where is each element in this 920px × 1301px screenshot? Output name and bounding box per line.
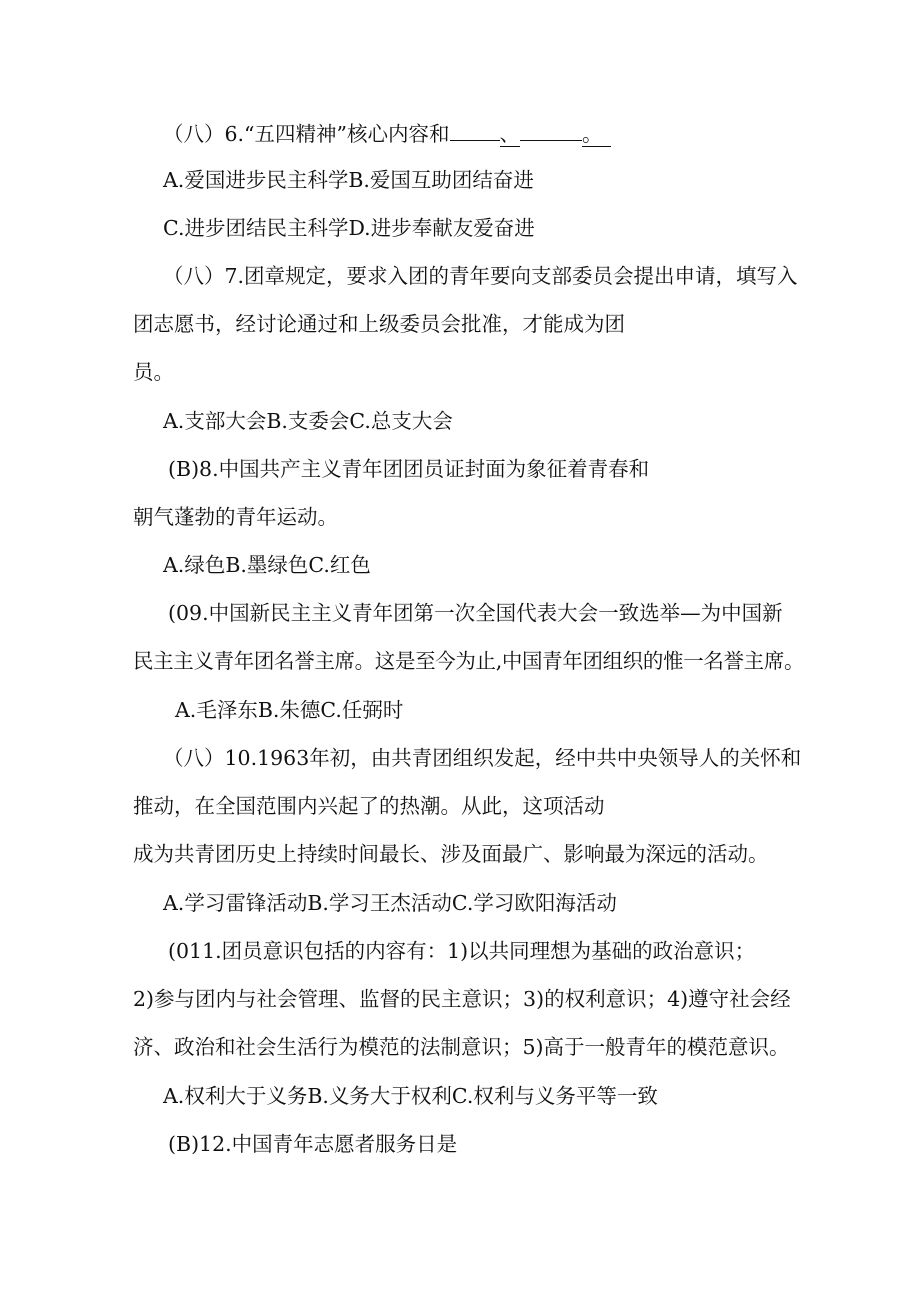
- question-9-line-1: (09.中国新民主主义青年团第一次全国代表大会一致选举—为中国新: [168, 601, 783, 625]
- question-6-options-ab: A.爱国进步民主科学B.爱国互助团结奋进: [163, 168, 534, 192]
- question-7-line-3: 员。: [133, 360, 174, 384]
- question-10-line-1: （八）10.1963年初，由共青团组织发起，经中共中央领导人的关怀和: [163, 746, 802, 770]
- question-7-line-1: （八）7.团章规定，要求入团的青年要向支部委员会提出申请，填写入: [163, 264, 798, 288]
- question-7-options: A.支部大会B.支委会C.总支大会: [163, 409, 453, 433]
- question-10-line-2: 推动，在全国范围内兴起了的热潮。从此，这项活动: [133, 794, 605, 818]
- question-8-line-1: (B)8.中国共产主义青年团团员证封面为象征着青春和: [168, 457, 650, 481]
- question-6-blank-2: [520, 118, 582, 141]
- question-6-end: 。: [582, 122, 611, 147]
- question-9-options: A.毛泽东B.朱德C.任弼时: [175, 698, 404, 722]
- question-6-options-cd: C.进步团结民主科学D.进步奉献友爱奋进: [163, 216, 535, 240]
- question-6-text: （八）6.“五四精神”核心内容和: [163, 122, 450, 146]
- question-6-sep-1: 、: [499, 122, 521, 146]
- question-11-options: A.权利大于义务B.义务大于权利C.权利与义务平等一致: [163, 1084, 658, 1108]
- question-6-blank-1: [450, 118, 500, 141]
- question-8-options: A.绿色B.墨绿色C.红色: [163, 553, 371, 577]
- question-11-line-2: 2)参与团内与社会管理、监督的民主意识；3)的权利意识；4)遵守社会经: [133, 987, 791, 1011]
- question-11-line-1: (011.团员意识包括的内容有：1)以共同理想为基础的政治意识；: [168, 939, 756, 963]
- question-12-line-1: (B)12.中国青年志愿者服务日是: [168, 1132, 458, 1156]
- question-8-line-2: 朝气蓬勃的青年运动。: [133, 505, 338, 529]
- question-6: [0, 118, 920, 148]
- question-11-line-3: 济、政治和社会生活行为模范的法制意识；5)高于一般青年的模范意识。: [133, 1035, 790, 1059]
- question-10-line-3: 成为共青团历史上持续时间最长、涉及面最广、影响最为深远的活动。: [133, 842, 769, 866]
- question-9-line-2: 民主主义青年团名誉主席。这是至今为止,中国青年团组织的惟一名誉主席。: [133, 649, 805, 673]
- question-10-options: A.学习雷锋活动B.学习王杰活动C.学习欧阳海活动: [163, 891, 617, 915]
- question-7-line-2: 团志愿书，经讨论通过和上级委员会批准，才能成为团: [133, 312, 625, 336]
